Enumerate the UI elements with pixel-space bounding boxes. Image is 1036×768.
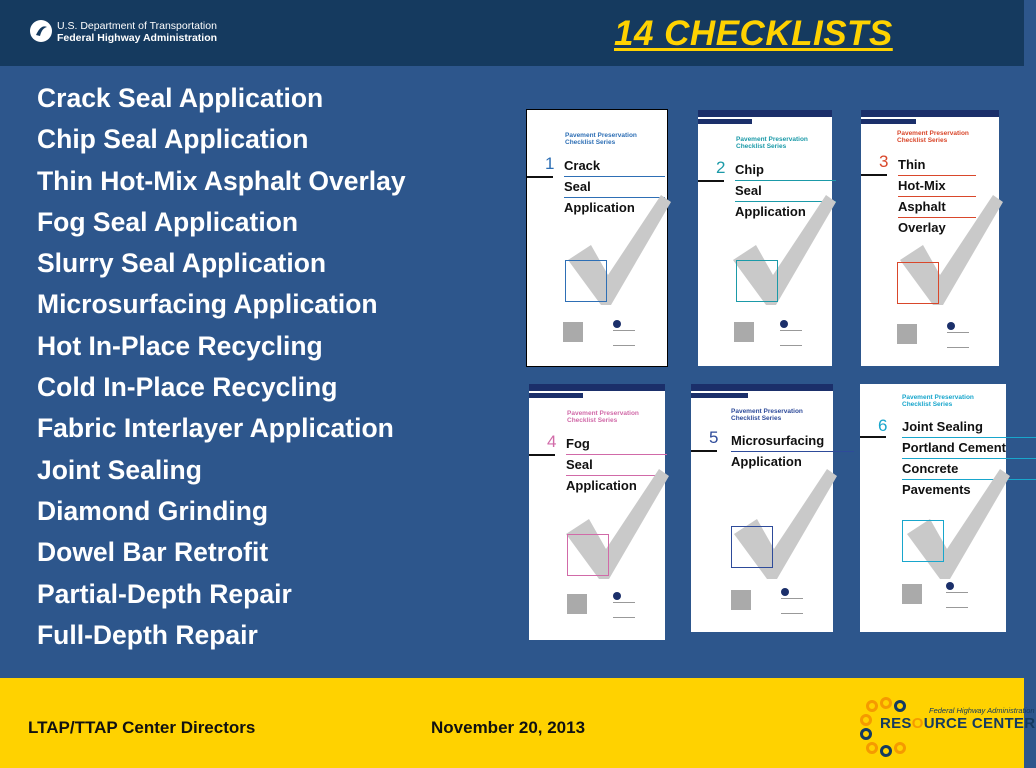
checklist-cover-4 bbox=[529, 384, 665, 640]
checklist-item: Fabric Interlayer Application bbox=[37, 413, 394, 444]
cover-series-line2: Checklist Series bbox=[567, 417, 618, 424]
cover-series-line2: Checklist Series bbox=[902, 401, 953, 408]
wordmark-o: O bbox=[911, 715, 924, 732]
dot-logo-icon bbox=[30, 20, 52, 42]
cover-caption bbox=[947, 332, 969, 348]
cover-series-line1: Pavement Preservation bbox=[567, 410, 639, 417]
cover-word: Hot-Mix bbox=[898, 176, 976, 197]
resource-center-wordmark bbox=[880, 715, 1035, 732]
cover-series-line1: Pavement Preservation bbox=[736, 136, 808, 143]
checklist-item: Full-Depth Repair bbox=[37, 619, 258, 650]
agency-line2: Federal Highway Administration bbox=[57, 32, 218, 44]
checklist-item: Diamond Grinding bbox=[37, 495, 269, 526]
cover-topbar bbox=[698, 110, 832, 117]
cover-series-line2: Checklist Series bbox=[565, 139, 616, 146]
cover-series-line2: Checklist Series bbox=[897, 137, 948, 144]
cover-number-rule bbox=[860, 436, 886, 438]
wordmark-part: RES bbox=[880, 715, 912, 732]
cover-number-rule bbox=[527, 176, 553, 178]
checklist-item: Microsurfacing Application bbox=[37, 289, 378, 320]
cover-word: Microsurfacing bbox=[731, 431, 854, 452]
cover-topbar bbox=[861, 110, 999, 117]
dot-seal-icon bbox=[781, 588, 789, 596]
checklist-item: Slurry Seal Application bbox=[37, 248, 327, 279]
cover-word: Application bbox=[566, 478, 637, 493]
fhwa-logo-icon bbox=[897, 324, 917, 344]
cover-topbar-tab bbox=[529, 393, 583, 398]
cover-word: Asphalt bbox=[898, 197, 976, 218]
checklist-item: Fog Seal Application bbox=[37, 206, 299, 237]
cover-number: 1 bbox=[545, 154, 555, 173]
cover-box bbox=[897, 262, 939, 304]
cover-series-line2: Checklist Series bbox=[736, 143, 787, 150]
cover-word: Overlay bbox=[898, 220, 946, 235]
cover-topbar-tab bbox=[861, 119, 916, 124]
fhwa-logo-icon bbox=[563, 322, 583, 342]
cover-caption bbox=[613, 602, 635, 618]
cover-word: Fog bbox=[566, 434, 667, 455]
cover-number: 5 bbox=[709, 428, 719, 447]
cover-series-title bbox=[567, 410, 639, 424]
agency-line1: U.S. Department of Transportation bbox=[57, 20, 217, 32]
cover-number: 6 bbox=[878, 416, 888, 435]
cover-series-line1: Pavement Preservation bbox=[902, 394, 974, 401]
cover-series-title bbox=[565, 132, 637, 146]
checklist-item: Chip Seal Application bbox=[37, 124, 309, 155]
cover-word: Portland Cement bbox=[902, 438, 1036, 459]
cover-word: Thin bbox=[898, 155, 976, 176]
cover-box bbox=[736, 260, 778, 302]
cover-word: Pavements bbox=[902, 482, 971, 497]
cover-box bbox=[565, 260, 607, 302]
cover-number-rule bbox=[529, 454, 555, 456]
fhwa-logo-icon bbox=[734, 322, 754, 342]
cover-box bbox=[902, 520, 944, 562]
cover-number-rule bbox=[861, 174, 887, 176]
resource-center-logo bbox=[860, 698, 1036, 756]
cover-topbar bbox=[691, 384, 833, 391]
cover-series-title bbox=[897, 130, 969, 144]
checklist-item: Partial-Depth Repair bbox=[37, 578, 292, 609]
dot-seal-icon bbox=[947, 322, 955, 330]
cover-number: 2 bbox=[716, 158, 726, 177]
cover-series-line1: Pavement Preservation bbox=[731, 408, 803, 415]
checklist-item: Dowel Bar Retrofit bbox=[37, 537, 269, 568]
checklist-list bbox=[37, 78, 406, 656]
checklist-item: Hot In-Place Recycling bbox=[37, 330, 323, 361]
cover-series-title bbox=[731, 408, 803, 422]
resource-center-agency: Federal Highway Administration bbox=[929, 706, 1035, 715]
dot-seal-icon bbox=[780, 320, 788, 328]
footer-bar bbox=[0, 678, 1036, 768]
cover-box bbox=[567, 534, 609, 576]
dot-seal-icon bbox=[613, 320, 621, 328]
footer-event: LTAP/TTAP Center Directors bbox=[28, 718, 256, 737]
cover-word: Seal bbox=[564, 177, 665, 198]
cover-topbar bbox=[529, 384, 665, 391]
cover-word: Application bbox=[735, 204, 806, 219]
checklist-cover-2 bbox=[698, 110, 832, 366]
cover-series-title bbox=[902, 394, 974, 408]
cover-word: Application bbox=[564, 200, 635, 215]
checklist-item: Thin Hot-Mix Asphalt Overlay bbox=[37, 165, 406, 196]
checklist-cover-3 bbox=[861, 110, 999, 366]
cover-number-rule bbox=[698, 180, 724, 182]
cover-series-line1: Pavement Preservation bbox=[897, 130, 969, 137]
checklist-cover-1 bbox=[527, 110, 667, 366]
cover-word: Chip bbox=[735, 160, 836, 181]
cover-word: Joint Sealing bbox=[902, 417, 1036, 438]
cover-topbar-tab bbox=[691, 393, 748, 398]
cover-number: 4 bbox=[547, 432, 557, 451]
cover-caption bbox=[946, 592, 968, 608]
checklist-item: Cold In-Place Recycling bbox=[37, 372, 338, 403]
cover-caption bbox=[781, 598, 803, 614]
checklist-cover-6 bbox=[860, 384, 1006, 632]
cover-word: Concrete bbox=[902, 459, 1036, 480]
agency-name bbox=[57, 20, 217, 44]
cover-series-line1: Pavement Preservation bbox=[565, 132, 637, 139]
cover-caption bbox=[613, 330, 635, 346]
wordmark-part: URCE CENTER bbox=[923, 715, 1036, 732]
dot-seal-icon bbox=[613, 592, 621, 600]
cover-number-rule bbox=[691, 450, 717, 452]
slide-title: 14 CHECKLISTS bbox=[614, 14, 893, 53]
cover-box bbox=[731, 526, 773, 568]
fhwa-logo-icon bbox=[731, 590, 751, 610]
cover-caption bbox=[780, 330, 802, 346]
checklist-cover-5 bbox=[691, 384, 833, 632]
fhwa-logo-icon bbox=[567, 594, 587, 614]
cover-series-title bbox=[736, 136, 808, 150]
header-bar bbox=[0, 0, 1024, 66]
cover-word: Crack bbox=[564, 156, 665, 177]
checklist-item: Crack Seal Application bbox=[37, 83, 324, 113]
cover-word: Application bbox=[731, 454, 802, 469]
dot-seal-icon bbox=[946, 582, 954, 590]
checklist-item: Joint Sealing bbox=[37, 454, 202, 485]
cover-number: 3 bbox=[879, 152, 889, 171]
cover-series-line2: Checklist Series bbox=[731, 415, 782, 422]
footer-date: November 20, 2013 bbox=[431, 718, 586, 737]
cover-topbar-tab bbox=[698, 119, 752, 124]
cover-word: Seal bbox=[735, 181, 836, 202]
cover-word: Seal bbox=[566, 455, 667, 476]
fhwa-logo-icon bbox=[902, 584, 922, 604]
